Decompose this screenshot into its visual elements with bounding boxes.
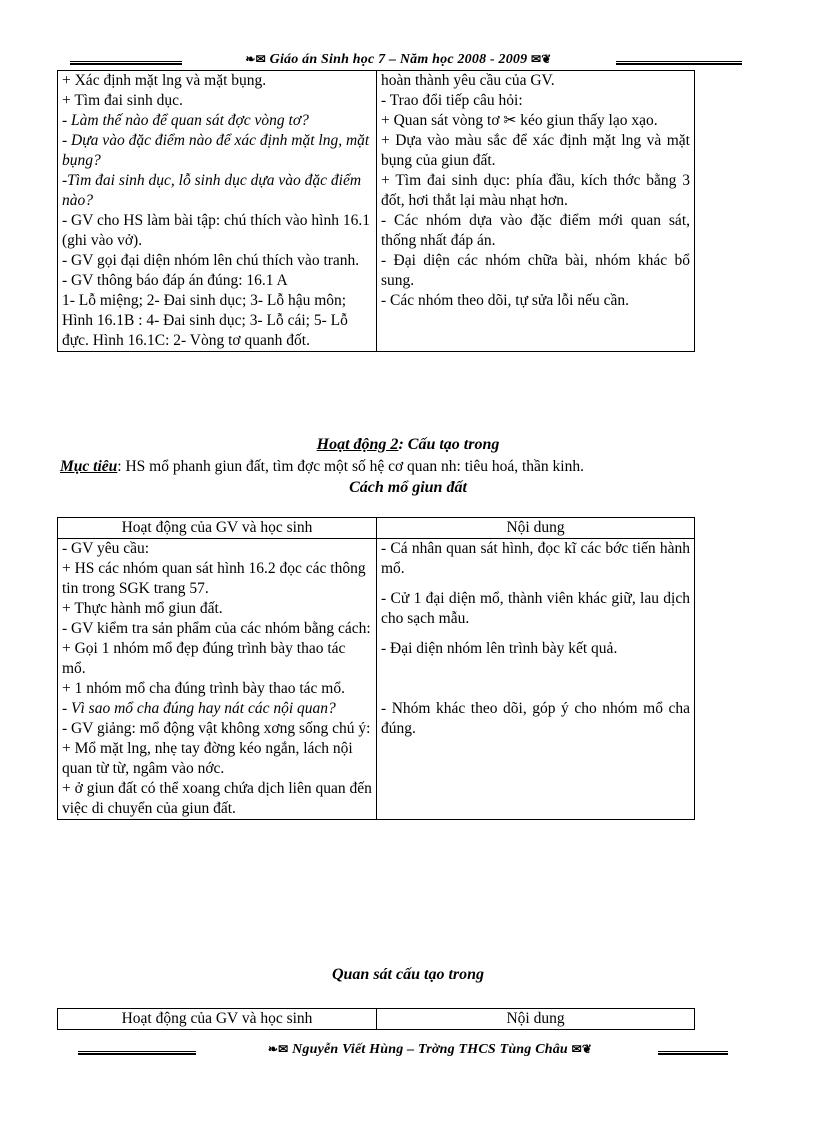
internal-structure-table	[57, 1008, 695, 1030]
goal-label: Mục tiêu	[60, 458, 118, 475]
t1-right-0: hoàn thành yêu cầu của GV.	[381, 72, 555, 89]
page-footer	[60, 1042, 750, 1068]
footer-line	[196, 1042, 664, 1058]
activity2-label: Hoạt động 2	[316, 436, 399, 453]
t2-r3-left-2: + Mổ mặt lng, nhẹ tay đờng kéo ngắn, lách nội quan từ từ, ngâm vào nớc.	[62, 740, 353, 777]
header-rule-left	[70, 61, 182, 65]
section3-title: Quan sát cấu tạo trong	[331, 966, 485, 983]
t1-left-6: - GV gọi đại diện nhóm lên chú thích vào tranh.	[62, 252, 360, 269]
activity2-title: : Cấu tạo trong	[398, 436, 500, 453]
table-row	[58, 539, 695, 820]
t1-left-7: - GV thông báo đáp án đúng: 16.1 A	[62, 272, 288, 289]
t1-left-5: - GV cho HS làm bài tập: chú thích vào hình 16.1 (ghi vào vở).	[62, 212, 370, 249]
footer-rule-right	[658, 1051, 728, 1055]
activity2-goal	[60, 458, 760, 476]
content-cell	[377, 539, 695, 820]
footer-ornament-left: ❧✉	[267, 1042, 289, 1056]
table-header-row	[58, 518, 695, 539]
t1-left-8: 1- Lỗ miệng; 2- Đai sinh dục; 3- Lỗ hậu môn; Hình 16.1B : 4- Đai sinh dục; 3- Lỗ cái; 5- Lỗ đực. Hình 16.1C: 2- Vòng tơ quanh đốt.	[62, 292, 348, 349]
t1-right-5: - Các nhóm dựa vào đặc điểm mới quan sát, thống nhất đáp án.	[381, 212, 690, 249]
header-ornament-right: ✉❦	[531, 52, 552, 66]
t2-r0-left-1: + HS các nhóm quan sát hình 16.2 đọc các thông tin trong SGK trang 57.	[62, 560, 366, 597]
t1-right-6: - Đại diện các nhóm chữa bài, nhóm khác bổ sung.	[381, 252, 690, 289]
header-rule-right	[616, 61, 742, 65]
dissection-table	[57, 517, 695, 820]
header-title-line	[185, 52, 612, 68]
teacher-activity-cell	[58, 539, 377, 820]
student-activity-cell	[377, 71, 695, 352]
table-header-row	[58, 1009, 695, 1030]
header-ornament-left: ❧✉	[245, 52, 266, 66]
t1-right-1: - Trao đổi tiếp câu hỏi:	[381, 92, 523, 109]
t2-r2-left-1: + 1 nhóm mổ cha đúng trình bày thao tác mổ.	[62, 680, 345, 697]
t2-r2-left-0: + Gọi 1 nhóm mổ đẹp đúng trình bày thao tác mổ.	[62, 640, 346, 677]
column-header-activity: Hoạt động của GV và học sinh	[58, 1009, 377, 1030]
dissection-subtitle: Cách mổ giun đất	[349, 479, 467, 496]
activity1-table	[57, 70, 695, 352]
t1-left-2: - Làm thế nào để quan sát đợc vòng tơ?	[62, 112, 309, 129]
t2-r1-left-0: + Thực hành mổ giun đất.	[62, 600, 223, 617]
activity2-heading	[0, 436, 816, 454]
t2-r3-left-0: - Vì sao mổ cha đúng hay nát các nội quan?	[62, 700, 336, 717]
goal-text: : HS mổ phanh giun đất, tìm đợc một số hệ cơ quan nh: tiêu hoá, thần kinh.	[117, 458, 584, 475]
t1-right-4: + Tìm đai sinh dục: phía đầu, kích thớc bằng 3 đốt, hơi thắt lại màu nhạt hơn.	[381, 172, 690, 209]
footer-rule-left	[78, 1051, 196, 1055]
t2-r1-right: - Cử 1 đại diện mổ, thành viên khác giữ, lau dịch cho sạch mẫu.	[381, 590, 690, 627]
t2-r3-left-1: - GV giảng: mổ động vật không xơng sống chú ý:	[62, 720, 371, 737]
t2-r2-right: - Đại diện nhóm lên trình bày kết quả.	[381, 640, 618, 657]
t2-r1-left-1: - GV kiểm tra sản phẩm của các nhóm bằng cách:	[62, 620, 371, 637]
t1-left-0: + Xác định mặt lng và mặt bụng.	[62, 72, 267, 89]
footer-text: Nguyễn Viết Hùng – Trờng THCS Tùng Châu	[292, 1042, 568, 1057]
t1-right-7: - Các nhóm theo dõi, tự sửa lỗi nếu cần.	[381, 292, 629, 309]
t1-right-2: + Quan sát vòng tơ ✂ kéo giun thấy lạo xạo.	[381, 112, 658, 129]
t1-left-1: + Tìm đai sinh dục.	[62, 92, 183, 109]
t2-r3-right: - Nhóm khác theo dõi, góp ý cho nhóm mổ cha đúng.	[381, 700, 690, 737]
teacher-activity-cell	[58, 71, 377, 352]
footer-ornament-right: ✉❦	[571, 1042, 593, 1056]
t1-right-3: + Dựa vào màu sắc để xác định mặt lng và mặt bụng của giun đất.	[381, 132, 690, 169]
t2-r0-left-0: - GV yêu cầu:	[62, 540, 150, 557]
t1-left-4: -Tìm đai sinh dục, lỗ sinh dục dựa vào đặc điểm nào?	[62, 172, 362, 209]
column-header-activity: Hoạt động của GV và học sinh	[58, 518, 377, 539]
column-header-content: Nội dung	[377, 518, 695, 539]
column-header-content: Nội dung	[377, 1009, 695, 1030]
header-title: Giáo án Sinh học 7 – Năm học 2008 - 2009	[269, 52, 528, 67]
t2-r3-left-3: + ở giun đất có thể xoang chứa dịch liên quan đến việc di chuyển của giun đất.	[62, 780, 372, 817]
t1-left-3: - Dựa vào đặc điểm nào để xác định mặt lng, mặt bụng?	[62, 132, 370, 169]
t2-r0-right: - Cá nhân quan sát hình, đọc kĩ các bớc tiến hành mổ.	[381, 540, 690, 577]
table-row	[58, 71, 695, 352]
